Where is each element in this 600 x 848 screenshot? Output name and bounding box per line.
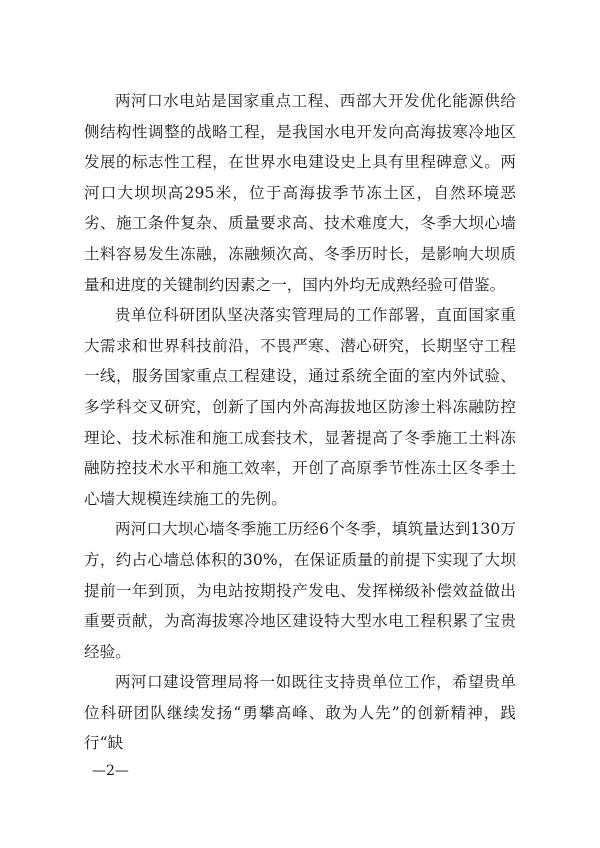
page-number: —2— (92, 763, 129, 779)
document-body (84, 86, 516, 759)
paragraph-1: 两河口水电站是国家重点工程、西部大开发优化能源供给侧结构性调整的战略工程，是我国水电开发向高海拔寒冷地区发展的标志性工程，在世界水电建设史上具有里程碑意义。两河口大坝坝高295米，位于高海拔季节冻土区，自然环境恶劣、施工条件复杂、质量要求高、技术难度大，冬季大坝心墙土料容易发生冻融，冻融频次高、冬季历时长，是影响大坝质量和进度的关键制约因素之一，国内外均无成熟经验可借鉴。 (84, 92, 516, 294)
paragraph-4: 两河口建设管理局将一如既往支持贵单位工作，希望贵单位科研团队继续发扬“勇攀高峰、敢为人先”的创新精神，践行“缺 (84, 673, 516, 753)
paragraph-2: 贵单位科研团队坚决落实管理局的工作部署，直面国家重大需求和世界科技前沿，不畏严寒、潜心研究，长期坚守工程一线，服务国家重点工程建设，通过系统全面的室内外试验、多学科交叉研究，创新了国内外高海拔地区防渗土料冻融防控理论、技术标准和施工成套技术，显著提高了冬季施工土料冻融防控技术水平和施工效率，开创了高原季节性冻土区冬季土心墙大规模连续施工的先例。 (84, 306, 516, 508)
paragraph-3: 两河口大坝心墙冬季施工历经6个冬季，填筑量达到130万方，约占心墙总体积的30%，在保证质量的前提下实现了大坝提前一年到顶，为电站按期投产发电、发挥梯级补偿效益做出重要贡献，为高海拔寒冷地区建设特大型水电工程积累了宝贵经验。 (84, 520, 516, 661)
